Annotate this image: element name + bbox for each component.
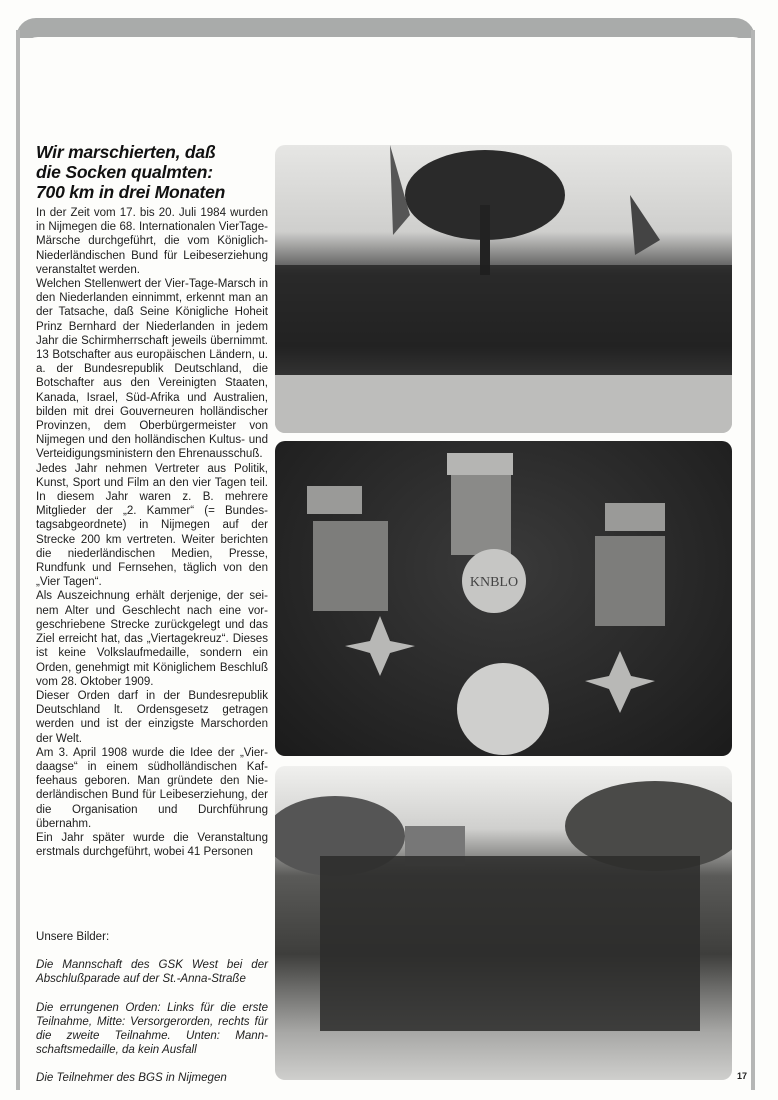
medals-illustration [275,441,732,756]
body-paragraph: Am 3. April 1908 wurde die Idee der „Vierdaagse“ in einem südholländischen Kaffeehaus geboren. Man gründete den Niederländischen Bund für Leibeserziehung, der die Organisation und Durchführung übernahm. [36,746,268,830]
soldiers-group [320,856,700,1031]
cross-medal-right [585,651,655,713]
caption-photo-3: Die Teilnehmer des BGS in Nijmegen [36,1072,227,1085]
photo-parade-march [275,145,732,433]
team-medal [457,663,549,755]
parade-illustration [275,145,732,433]
article-headline [36,142,276,202]
ribbon-left [313,521,388,611]
ribbon-bar-right [605,503,665,531]
caption-photo-2: Die errungenen Orden: Links für die erste Teilnahme, Mitte: Versorgerorden, rechts für die zweite Teilnahme. Unten: Mannschaftsmedaille, da kein Ausfall [36,1001,268,1057]
body-paragraph: Als Auszeichnung erhält derjenige, der seinem Alter und Geschlecht nach eine vorgeschriebene Strecke zurückgelegt und das Ziel erreicht hat, das „Viertagekreuz“. Dieses ist keine Volkslaufmedaille, sondern ein Orden, genehmigt mit Königlichem Beschluß vom 28. Oktober 1909. [36,590,268,688]
photo-bgs-team [275,766,732,1080]
body-paragraph: Ein Jahr später wurde die Veranstaltung erstmals durchgeführt, wobei 41 Personen [36,831,268,859]
article-body [36,206,268,859]
body-paragraph: Dieser Orden darf in der Bundesrepublik Deutschland lt. Ordensgesetz getragen werden und ist der einzigste Marschorden der Welt. [36,689,268,745]
ribbon-clasp-center [447,453,513,475]
page-number: 17 [737,1071,748,1081]
page-frame-left-rule [16,30,20,1090]
headline-line-1: Wir marschierten, daß [36,142,216,162]
page-frame-right-rule [751,30,755,1090]
ribbon-bar-left [307,486,362,514]
headline-line-2: die Socken qualmten: [36,162,213,182]
cross-medal-left [345,616,415,676]
photo-medals [275,441,732,756]
street-shape [275,375,732,433]
page-frame-inner [20,37,751,97]
photo-captions [36,930,268,1100]
ribbon-center [451,475,511,555]
captions-heading: Unsere Bilder: [36,931,110,943]
body-paragraph: Jedes Jahr nehmen Vertreter aus Politik, Kunst, Sport und Film an den vier Tagen teil. In diesem Jahr waren z. B. mehrere Mitglieder der „2. Kammer“ (= Bundestagsabgeordnete) in Nijmegen auf der Strecke 200 km vertreten. Weiter berichten die niederländischen Medien, Presse, Rundfunk und Fernsehen, täglich von den „Vier Tagen“. [36,462,268,589]
flag-shape [630,195,660,255]
team-illustration [275,766,732,1080]
medal-lettering: KNBLO [469,575,519,590]
headline-line-3: 700 km in drei Monaten [36,182,226,202]
ribbon-right [595,536,665,626]
page-frame-band [16,18,755,38]
caption-photo-1: Die Mannschaft des GSK West bei der Abschlußparade auf der St.-Anna-Straße [36,959,268,986]
tree-trunk [480,205,490,275]
body-paragraph: In der Zeit vom 17. bis 20. Juli 1984 wurden in Nijmegen die 68. Internationalen VierTage-Märsche durchgeführt, die vom Königlich-Niederländischen Bund für Leibeserziehung veranstaltet werden. [36,207,268,276]
body-paragraph: Welchen Stellenwert der Vier-Tage-Marsch in den Niederlanden einnimmt, erkennt man an der Tatsache, daß Seine Königliche Hoheit Prinz Bernhard der Niederlanden in jedem Jahr die Schirmherrschaft jeweils übernimmt. 13 Botschafter aus europäischen Ländern, u. a. der Bundesrepublik Deutschland, die Botschafter aus den Vereinigten Staaten, Kanada, Israel, Süd-Afrika und Australien, bilden mit drei Gouverneuren holländischer Provinzen, dem Oberbürgermeister von Nijmegen und den holländischen Kultus- und Verteidigungsministern den Ehrenausschuß. [36,278,268,461]
marchers-shape [275,265,732,375]
